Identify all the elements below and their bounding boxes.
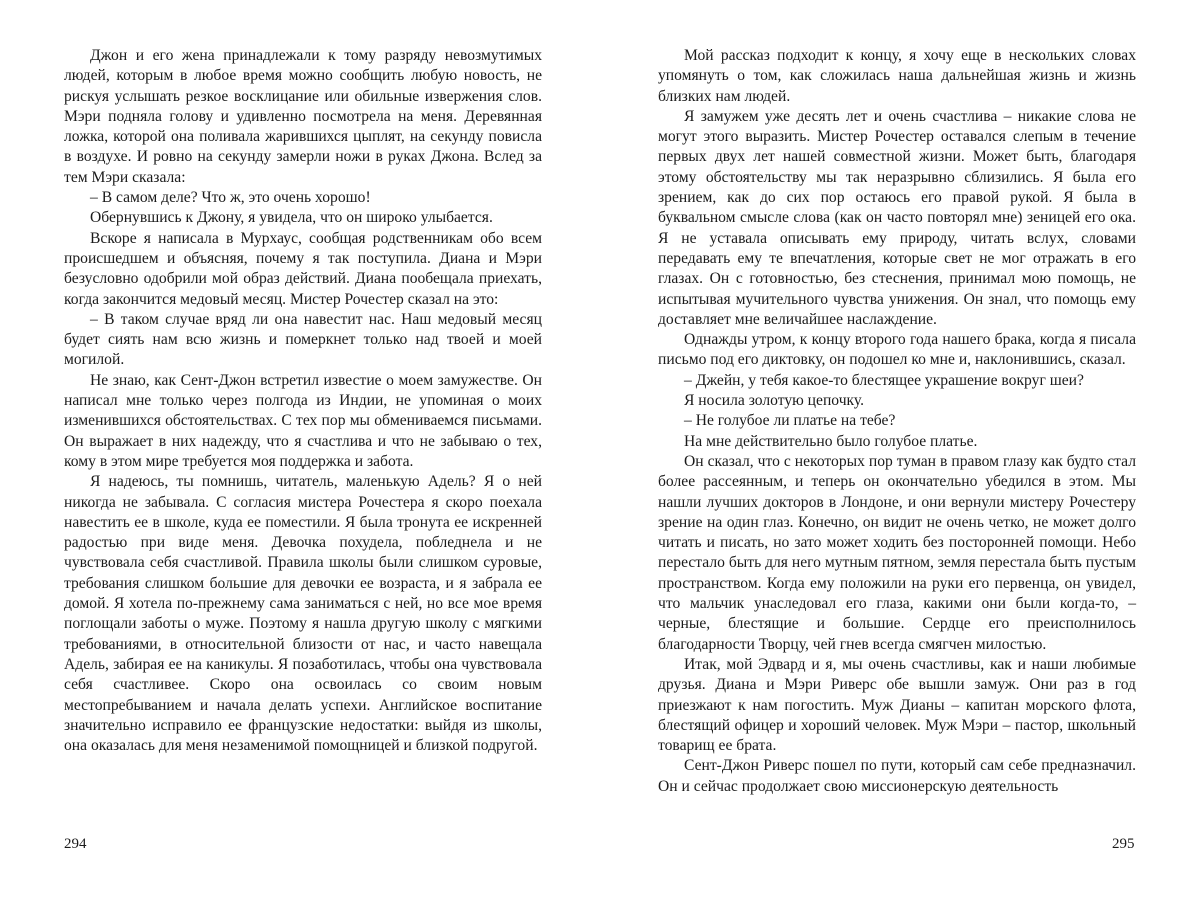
paragraph: Обернувшись к Джону, я увидела, что он широко улыбается. xyxy=(90,209,493,227)
right-page xyxy=(658,46,1136,846)
paragraph: Сент-Джон Риверс пошел по пути, который сам себе предназначил. Он и сейчас продолжает свою миссионерскую деятельность xyxy=(658,757,1136,795)
left-page-text xyxy=(64,46,542,756)
paragraph: Он сказал, что с некоторых пор туман в правом глазу как будто стал более рассеянным, и теперь он окончательно убедился в этом. Мы нашли лучших докторов в Лондоне, и они вернули мистеру Рочестеру зрение на один глаз. Конечно, он видит не очень четко, не может долго читать и писать, но зато может ходить без посторонней помощи. Небо перестало быть для него мутным пятном, земля перестала быть пустым пространством. Когда ему положили на руки его первенца, он увидел, что мальчик унаследовал его глаза, какими они были когда-то, – черные, блестящие и большие. Сердце его преисполнилось благодарности Творцу, чей гнев всегда смягчен милостью. xyxy=(658,452,1136,653)
paragraph: Вскоре я написала в Мурхаус, сообщая родственникам обо всем происшедшем и объясняя, почему я так поступила. Диана и Мэри безусловно одобрили мой образ действий. Диана пообещала приехать, когда закончится медовый месяц. Мистер Рочестер сказал на это: xyxy=(64,229,542,308)
paragraph: Я носила золотую цепочку. xyxy=(684,392,865,410)
paragraph: Итак, мой Эдвард и я, мы очень счастливы, как и наши любимые друзья. Диана и Мэри Риверс обе вышли замуж. Они раз в год приезжают к нам погостить. Муж Дианы – капитан морского флота, блестящий офицер и хороший человек. Муж Мэри – пастор, школьный товарищ ее брата. xyxy=(658,655,1136,755)
page-number-right: 295 xyxy=(1112,836,1135,852)
paragraph: Я замужем уже десять лет и очень счастлива – никакие слова не могут этого выразить. Мистер Рочестер оставался слепым в течение первых двух лет нашей совместной жизни. Может быть, благодаря этому обстоятельству мы так неразрывно сблизились. Я была его зрением, как до сих пор остаюсь его правой рукой. Я была в буквальном смысле слова (как он часто повторял мне) зеницей его ока. Я не уставала описывать ему природу, читать вслух, словами передавать ему те впечатления, которые свет не мог отражать в его глазах. Он с готовностью, без стеснения, принимал мою помощь, не испытывая мучительного чувства унижения. Он знал, что помощь ему доставляет мне величайшее наслаждение. xyxy=(658,107,1136,328)
right-page-text xyxy=(658,46,1136,797)
paragraph: Я надеюсь, ты помнишь, читатель, маленькую Адель? Я о ней никогда не забывала. С согласия мистера Рочестера я скоро поехала навестить ее в школе, куда ее поместили. Я была тронута ее искренней радостью при виде меня. Девочка похудела, побледнела и не чувствовала себя счастливой. Правила школы были слишком суровые, требования слишком большие для девочки ее возраста, и я забрала ее домой. Я хотела по-прежнему сама заниматься с ней, но все мое время поглощали заботы о муже. Поэтому я нашла другую школу с мягкими требованиями, в относительной близости от нас, и часто навещала Адель, забирая ее на каникулы. Я позаботилась, чтобы она чувствовала себя счастливее. Скоро она освоилась со своим новым местопребыванием и начала делать успехи. Английское воспитание значительно исправило ее французские недостатки: выйдя из школы, она оказалась для меня незаменимой помощницей и близкой подругой. xyxy=(64,473,542,755)
left-page xyxy=(64,46,542,846)
paragraph: – Джейн, у тебя какое-то блестящее украшение вокруг шеи? xyxy=(684,371,1084,389)
paragraph: На мне действительно было голубое платье. xyxy=(684,432,978,450)
paragraph: Однажды утром, к концу второго года нашего брака, когда я писала письмо под его диктовку, он подошел ко мне и, наклонившись, сказал. xyxy=(658,331,1136,369)
paragraph: – Не голубое ли платье на тебе? xyxy=(684,412,896,430)
page-number-left: 294 xyxy=(64,836,87,852)
paragraph: Мой рассказ подходит к концу, я хочу еще в нескольких словах упомянуть о том, как сложилась наша дальнейшая жизнь и жизнь близких нам людей. xyxy=(658,47,1136,105)
paragraph: – В самом деле? Что ж, это очень хорошо! xyxy=(90,189,371,207)
paragraph: Не знаю, как Сент-Джон встретил известие о моем замужестве. Он написал мне только через полгода из Индии, не упоминая о моих изменившихся обстоятельствах. С тех пор мы обмениваемся письмами. Он выражает в них надежду, что я счастлива и что не забываю о тех, кому в этом мире требуется моя поддержка и забота. xyxy=(64,371,542,470)
paragraph: Джон и его жена принадлежали к тому разряду невозмутимых людей, которым в любое время можно сообщить любую новость, не рискуя услышать резкое восклицание или обильные извержения слов. Мэри подняла голову и удивленно посмотрела на меня. Деревянная ложка, которой она поливала жарившихся цыплят, на секунду повисла в воздухе. И ровно на секунду замерли ножи в руках Джона. Вслед за тем Мэри сказала: xyxy=(64,47,542,186)
paragraph: – В таком случае вряд ли она навестит нас. Наш медовый месяц будет сиять нам всю жизнь и померкнет только над твоей и моей могилой. xyxy=(64,310,542,369)
